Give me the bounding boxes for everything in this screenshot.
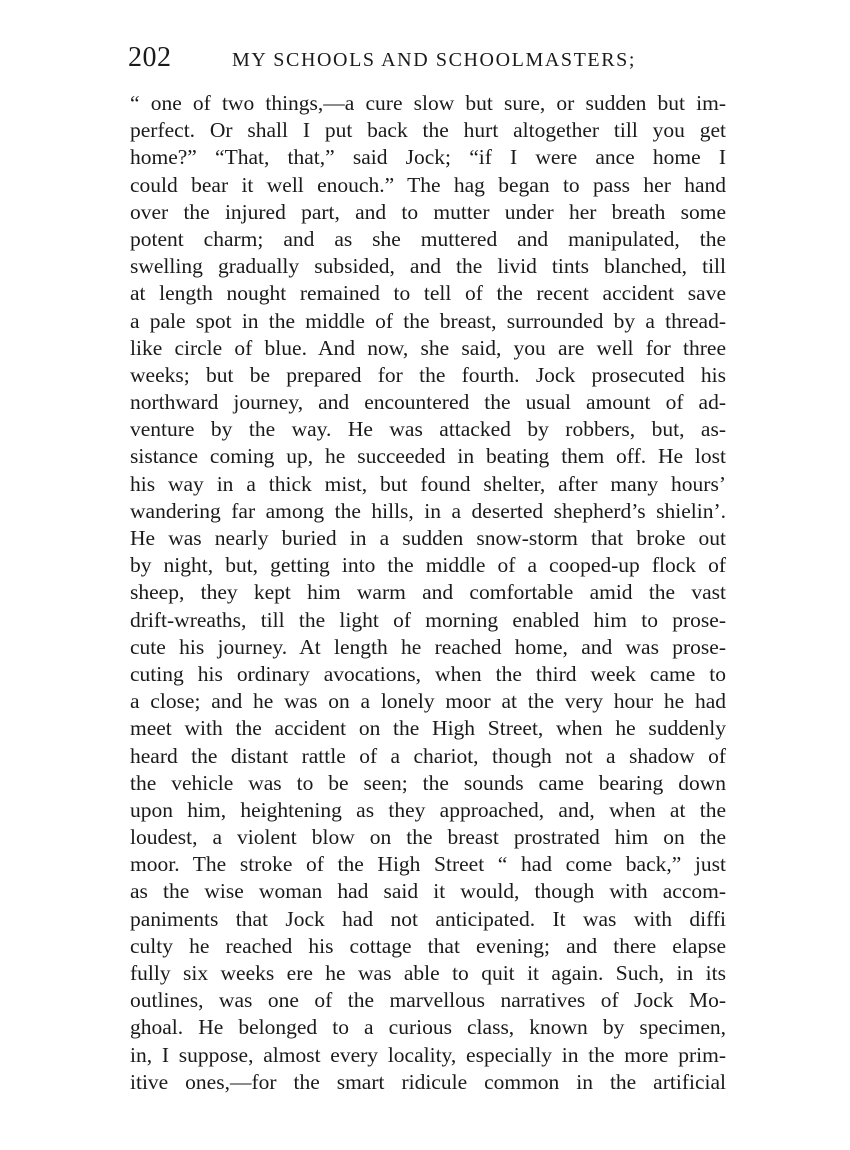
page-number: 202 <box>128 42 172 73</box>
text-line: the vehicle was to be seen; the sounds came bearing down <box>130 770 726 795</box>
text-line: “ one of two things,—a cure slow but sure, or sudden but im- <box>130 91 726 115</box>
text-line: heard the distant rattle of a chariot, though not a shadow of <box>130 743 726 768</box>
text-line: home?” “That, that,” said Jock; “if I were ance home I <box>130 145 726 170</box>
text-line: outlines, was one of the marvellous narratives of Jock Mo- <box>130 988 726 1013</box>
page-header <box>128 38 724 78</box>
text-line: moor. The stroke of the High Street “ had come back,” just <box>130 852 726 877</box>
text-line: cute his journey. At length he reached home, and was prose- <box>130 634 726 659</box>
text-line: He was nearly buried in a sudden snow-storm that broke out <box>130 526 726 550</box>
text-line: a pale spot in the middle of the breast, surrounded by a thread- <box>130 308 726 333</box>
text-line: wandering far among the hills, in a deserted shepherd’s shielin’. <box>130 498 726 523</box>
text-line: sistance coming up, he succeeded in beating them off. He lost <box>130 444 726 469</box>
text-line: perfect. Or shall I put back the hurt altogether till you get <box>130 118 726 143</box>
text-line: paniments that Jock had not anticipated. It was with diffi <box>130 906 726 931</box>
text-line: fully six weeks ere he was able to quit it again. Such, in its <box>130 961 726 985</box>
text-line: as the wise woman had said it would, though with accom- <box>130 879 726 904</box>
text-line: like circle of blue. And now, she said, you are well for three <box>130 335 726 360</box>
text-line: over the injured part, and to mutter under her breath some <box>130 199 726 224</box>
text-line: his way in a thick mist, but found shelter, after many hours’ <box>130 471 726 496</box>
text-line: sheep, they kept him warm and comfortable amid the vast <box>130 580 726 605</box>
running-head: MY SCHOOLS AND SCHOOLMASTERS; <box>232 49 637 71</box>
text-line: loudest, a violent blow on the breast prostrated him on the <box>130 825 726 850</box>
text-line: drift-wreaths, till the light of morning enabled him to prose- <box>130 607 726 632</box>
text-line: by night, but, getting into the middle of a cooped-up flock of <box>130 553 726 578</box>
text-line: weeks; but be prepared for the fourth. Jock prosecuted his <box>130 362 726 387</box>
text-line: swelling gradually subsided, and the livid tints blanched, till <box>130 254 726 279</box>
text-line: upon him, heightening as they approached, and, when at the <box>130 797 726 822</box>
text-line: venture by the way. He was attacked by robbers, but, as- <box>130 417 726 442</box>
text-line: itive ones,—for the smart ridicule common in the artificial <box>130 1069 726 1094</box>
text-line: ghoal. He belonged to a curious class, known by specimen, <box>130 1015 726 1040</box>
text-line: culty he reached his cottage that evening; and there elapse <box>130 933 726 958</box>
text-line: at length nought remained to tell of the recent accident save <box>130 281 726 306</box>
text-line: cuting his ordinary avocations, when the third week came to <box>130 661 726 686</box>
text-line: potent charm; and as she muttered and manipulated, the <box>130 226 726 251</box>
text-line: in, I suppose, almost every locality, especially in the more prim- <box>130 1042 726 1067</box>
text-line: a close; and he was on a lonely moor at the very hour he had <box>130 689 726 714</box>
text-line: could bear it well enouch.” The hag began to pass her hand <box>130 172 726 197</box>
body-text <box>130 90 726 1096</box>
text-line: meet with the accident on the High Street, when he suddenly <box>130 716 726 741</box>
text-line: northward journey, and encountered the usual amount of ad- <box>130 390 726 415</box>
